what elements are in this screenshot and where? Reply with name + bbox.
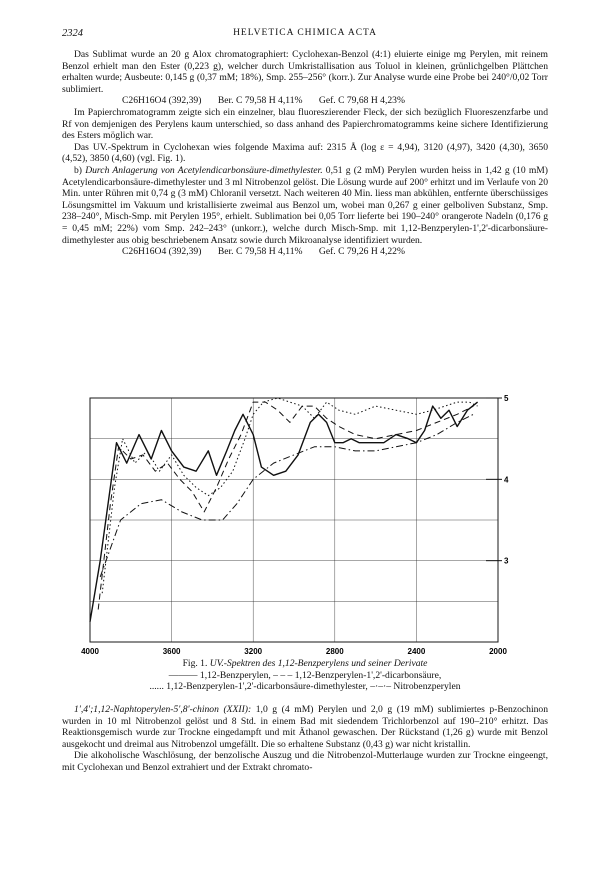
para-title: Durch Anlagerung von Acetylendicarbonsäure-dimethylester. bbox=[85, 164, 323, 176]
x-tick-label: 2400 bbox=[407, 647, 426, 656]
y-tick-label: 3 bbox=[504, 556, 509, 566]
journal-title: HELVETICA CHIMICA ACTA bbox=[233, 28, 377, 38]
page-number: 2324 bbox=[62, 28, 83, 39]
text-block-bottom bbox=[62, 704, 548, 774]
series-group bbox=[90, 398, 478, 622]
caption-title-line bbox=[62, 658, 548, 670]
series-line-1 bbox=[90, 402, 478, 622]
calc-values: Ber. C 79,58 H 4,11% bbox=[217, 95, 303, 107]
caption-title: UV.-Spektren des 1,12-Benzperylens und seiner Derivate bbox=[209, 658, 428, 669]
found-values: Gef. C 79,26 H 4,22% bbox=[318, 246, 405, 258]
caption-label: Fig. 1. bbox=[182, 658, 208, 669]
formula-line bbox=[62, 95, 548, 107]
text-block-top bbox=[62, 49, 548, 258]
legend-line-2: ...... 1,12-Benzperylen-1',2'-dicarbonsäure-dimethylester, –·–·– Nitrobenzperylen bbox=[149, 681, 461, 693]
paragraph bbox=[62, 704, 548, 750]
para-text: 1,0 g (4 mM) Perylen und 2,0 g (19 mM) sublimiertes p-Benzochinon wurden in 10 ml Nitrobenzol gelöst und 8 Std. in einem Bad mit siedendem Trichlorbenzol auf 190–210° erhitzt. Das Reaktionsgemisch wurde zur Trockne eingedampft und mit Äthanol gewaschen. Der Rückstand (1,26 g) wurde mit Benzol ausgekocht und dreimal aus Nitrobenzol umgefällt. Die so erhaltene Substanz (0,43 g) war nicht kristallin. bbox=[62, 704, 548, 750]
figure-caption bbox=[62, 658, 548, 693]
calc-values: Ber. C 79,58 H 4,11% bbox=[217, 246, 303, 258]
y-tick-label: 4 bbox=[504, 475, 509, 485]
y-tick-label: 5 bbox=[504, 394, 509, 403]
x-tick-label: 3200 bbox=[244, 647, 263, 656]
x-tick-label: 2000 bbox=[489, 647, 507, 656]
paragraph-b bbox=[62, 165, 548, 246]
x-tick-label: 2800 bbox=[325, 647, 344, 656]
formula: C26H16O4 (392,39) bbox=[122, 95, 202, 107]
para-lead: b) bbox=[74, 164, 86, 176]
para-title: 1',4';1,12-Naphtoperylen-5',8'-chinon (XXII): bbox=[74, 704, 252, 715]
y-tick-labels bbox=[504, 394, 509, 566]
formula: C26H16O4 (392,39) bbox=[122, 246, 202, 258]
found-values: Gef. C 79,68 H 4,23% bbox=[318, 95, 405, 107]
series-line-2 bbox=[98, 402, 473, 609]
paragraph: Das Sublimat wurde an 20 g Alox chromatographiert: Cyclohexan-Benzol (4:1) eluierte einige mg Perylen, mit reinem Benzol erhielt man den Ester (0,223 g), welcher durch Umkristallisation aus Toluol in kleinen, grünlichgelben Plättchen erhalten wurde; Ausbeute: 0,145 g (0,37 mM; 18%), Smp. 255–256° (korr.). Zur Analyse wurde eine Probe bei 240°/0,02 Torr sublimiert. bbox=[62, 49, 548, 95]
paragraph: Im Papierchromatogramm zeigte sich ein einzelner, blau fluoreszierender Fleck, der sich bezüglich Fluoreszenzfarbe und Rf von demjenigen des Perylens kaum unterschied, so dass anhand des Papierchromatogramms keine sichere Identifizierung des Esters möglich war. bbox=[62, 106, 548, 142]
legend-line-1: ——— 1,12-Benzperylen, – – – 1,12-Benzperylen-1',2'-dicarbonsäure, bbox=[168, 669, 442, 681]
x-tick-label: 4000 bbox=[81, 647, 99, 656]
x-tick-labels bbox=[81, 647, 507, 656]
uv-spectrum-chart bbox=[80, 392, 532, 662]
formula-line bbox=[62, 246, 548, 258]
paragraph: Die alkoholische Waschlösung, der benzolische Auszug und die Nitrobenzol-Mutterlauge wurden zur Trockne eingeengt, mit Cyclohexan und Benzol extrahiert und der Extrakt chromato- bbox=[62, 750, 548, 773]
paragraph: Das UV.-Spektrum in Cyclohexan wies folgende Maxima auf: 2315 Å (log ε = 4,94), 3120 (4,97), 3420 (4,30), 3650 (4,52), 3850 (4,60) (vgl. Fig. 1). bbox=[62, 141, 548, 165]
grid bbox=[90, 398, 502, 642]
para-text: 0,51 g (2 mM) Perylen wurden heiss in 1,42 g (10 mM) Acetylendicarbonsäure-dimethylester und 3 ml Nitrobenzol gelöst. Die Lösung wurde auf 200° erhitzt und im Verlaufe von 20 Min. unter Rühren mit 0,74 g (3 mM) Chloranil versetzt. Nach weiteren 40 Min. liess man abkühlen, entfernte überschüssiges Lösungsmittel im Vakuum und kristallisierte zweimal aus Benzol um, wobei man 0,267 g einer gelboliven Substanz, Smp. 238–240°, Misch-Smp. mit Perylen 195°, erhielt. Sublimation bei 0,05 Torr lieferte bei 190–240° orangerote Nadeln (0,176 g = 0,45 mM; 22%) vom Smp. 242–243° (unkorr.), welche durch Misch-Smp. mit 1,12-Benzperylen-1',2'-dicarbonsäure-dimethylester aus obig beschriebenem Ansatz sowie durch Mikroanalyse identifiziert wurden. bbox=[62, 164, 549, 246]
series-line-3 bbox=[102, 398, 477, 593]
x-tick-label: 3600 bbox=[162, 647, 181, 656]
